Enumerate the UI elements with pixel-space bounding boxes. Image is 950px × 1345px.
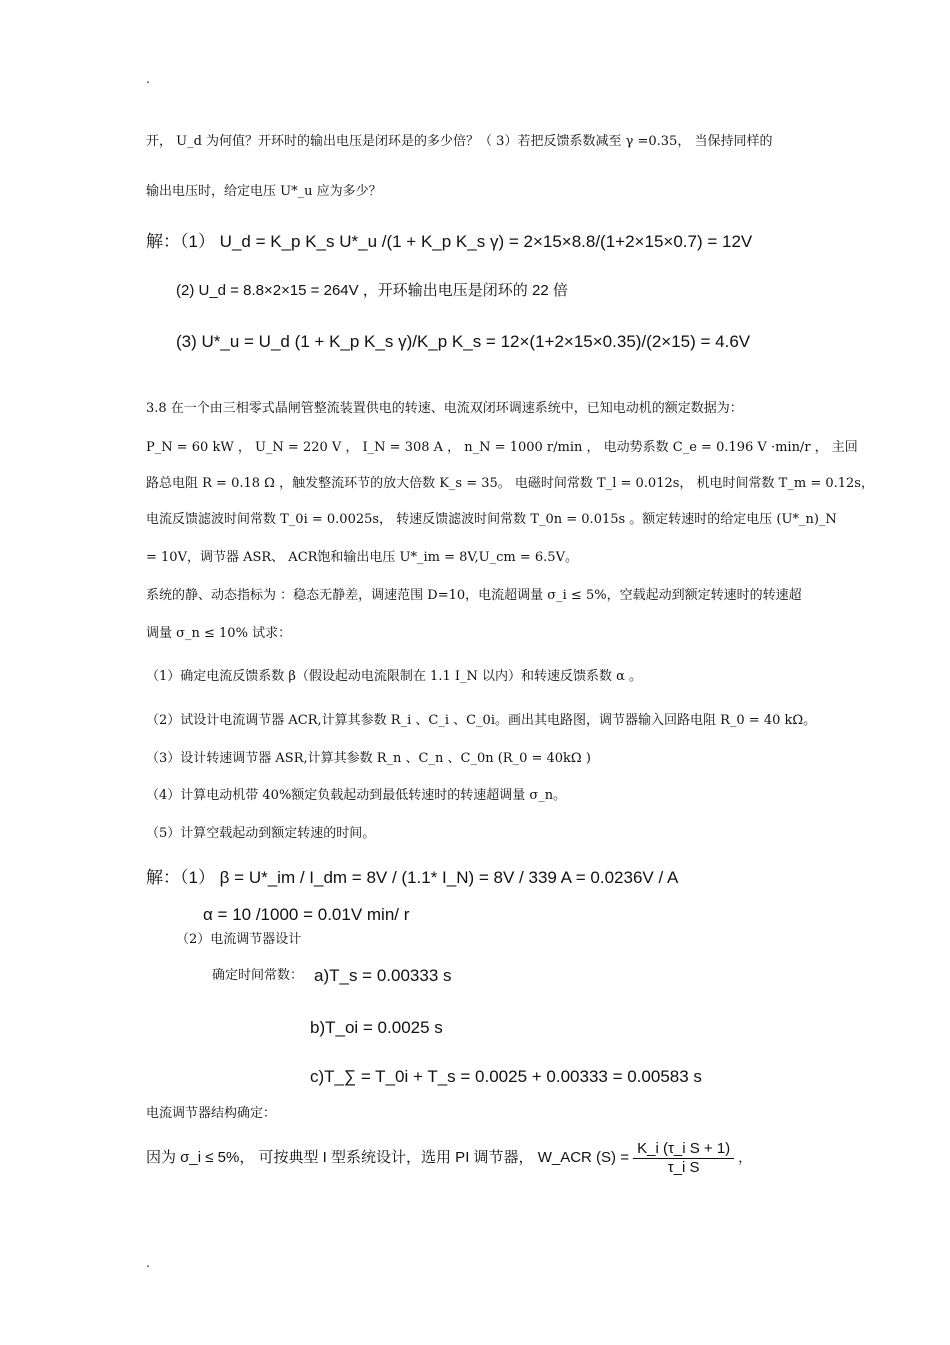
transfer-function-fraction (633, 1140, 734, 1177)
problem-title: 3.8 在一个由三相零式晶闸管整流装置供电的转速、电流双闭环调速系统中，已知电动机的额定数据为： (146, 401, 743, 416)
page-dot-bottom: . (146, 1256, 150, 1270)
time-constant-a: a)T_s = 0.00333 s (314, 966, 452, 985)
section-current-regulator: （2）电流调节器设计 (176, 932, 302, 947)
text-line-12: 调量 σ_n ≤ 10% 试求： (146, 626, 292, 641)
page-dot-top: . (146, 72, 150, 86)
question-3: （3）设计转速调节器 ASR,计算其参数 R_n 、C_n 、C_0n (R_0 = 40kΩ ) (146, 751, 591, 766)
transfer-function-tail: ， (738, 1151, 752, 1166)
equation-line-5: (3) U*_u = U_d (1 + K_p K_s γ)/K_p K_s = 12×(1+2×15×0.35)/(2×15) = 4.6V (176, 332, 751, 351)
text-line-8: 路总电阻 R = 0.18 Ω ，触发整流环节的放大倍数 K_s = 35。 电磁时间常数 T_l = 0.012s， 机电时间常数 T_m = 0.12s， (146, 476, 874, 491)
fraction-denominator: τ_i S (667, 1159, 700, 1176)
solution-beta: 解：（1） β = U*_im / I_dm = 8V / (1.1* I_N) = 8V / 339 A = 0.0236V / A (146, 868, 679, 887)
transfer-function-line (146, 1140, 751, 1177)
structure-heading: 电流调节器结构确定： (146, 1106, 277, 1121)
question-2: （2）试设计电流调节器 ACR,计算其参数 R_i 、C_i 、C_0i。画出其电路图，调节器输入回路电阻 R_0 = 40 kΩ。 (146, 713, 817, 728)
text-line-9: 电流反馈滤波时间常数 T_0i = 0.0025s， 转速反馈滤波时间常数 T_0n = 0.015s 。额定转速时的给定电压 (U*_n)_N (146, 512, 837, 527)
solution-alpha: α = 10 /1000 = 0.01V min/ r (203, 905, 410, 924)
text-line-11: 系统的静、动态指标为 ：稳态无静差，调速范围 D=10，电流超调量 σ_i ≤ 5%，空载起动到额定转速时的转速超 (146, 588, 802, 603)
question-4: （4）计算电动机带 40%额定负载起动到最低转速时的转速超调量 σ_n。 (146, 788, 567, 803)
text-line-7: P_N = 60 kW ， U_N = 220 V ， I_N = 308 A ， n_N = 1000 r/min ， 电动势系数 C_e = 0.196 V ·min/r ， 主回 (146, 440, 858, 455)
equation-line-4: (2) U_d = 8.8×2×15 = 264V ，开环输出电压是闭环的 22 倍 (176, 282, 568, 299)
text-line-2: 输出电压时，给定电压 U*_u 应为多少？ (146, 184, 382, 199)
text-line-10: = 10V，调节器 ASR、 ACR饱和输出电压 U*_im = 8V,U_cm = 6.5V。 (146, 550, 578, 565)
question-5: （5）计算空载起动到额定转速的时间。 (146, 826, 376, 841)
fraction-numerator: K_i (τ_i S + 1) (633, 1140, 734, 1159)
time-constant-c: c)T_∑ = T_0i + T_s = 0.0025 + 0.00333 = 0.00583 s (310, 1067, 702, 1086)
question-1: （1）确定电流反馈系数 β（假设起动电流限制在 1.1 I_N 以内）和转速反馈系数 α 。 (146, 669, 643, 684)
time-constant-b: b)T_oi = 0.0025 s (310, 1018, 443, 1037)
transfer-function-text: 因为 σ_i ≤ 5%， 可按典型 I 型系统设计，选用 PI 调节器， W_ACR (S) = (146, 1149, 629, 1166)
time-constant-label: 确定时间常数： (212, 968, 304, 983)
equation-line-3: 解：（1） U_d = K_p K_s U*_u /(1 + K_p K_s γ) = 2×15×8.8/(1+2×15×0.7) = 12V (146, 232, 753, 251)
text-line-1: 开， U_d 为何值？开环时的输出电压是闭环是的多少倍？（ 3）若把反馈系数减至 γ =0.35， 当保持同样的 (146, 134, 773, 149)
